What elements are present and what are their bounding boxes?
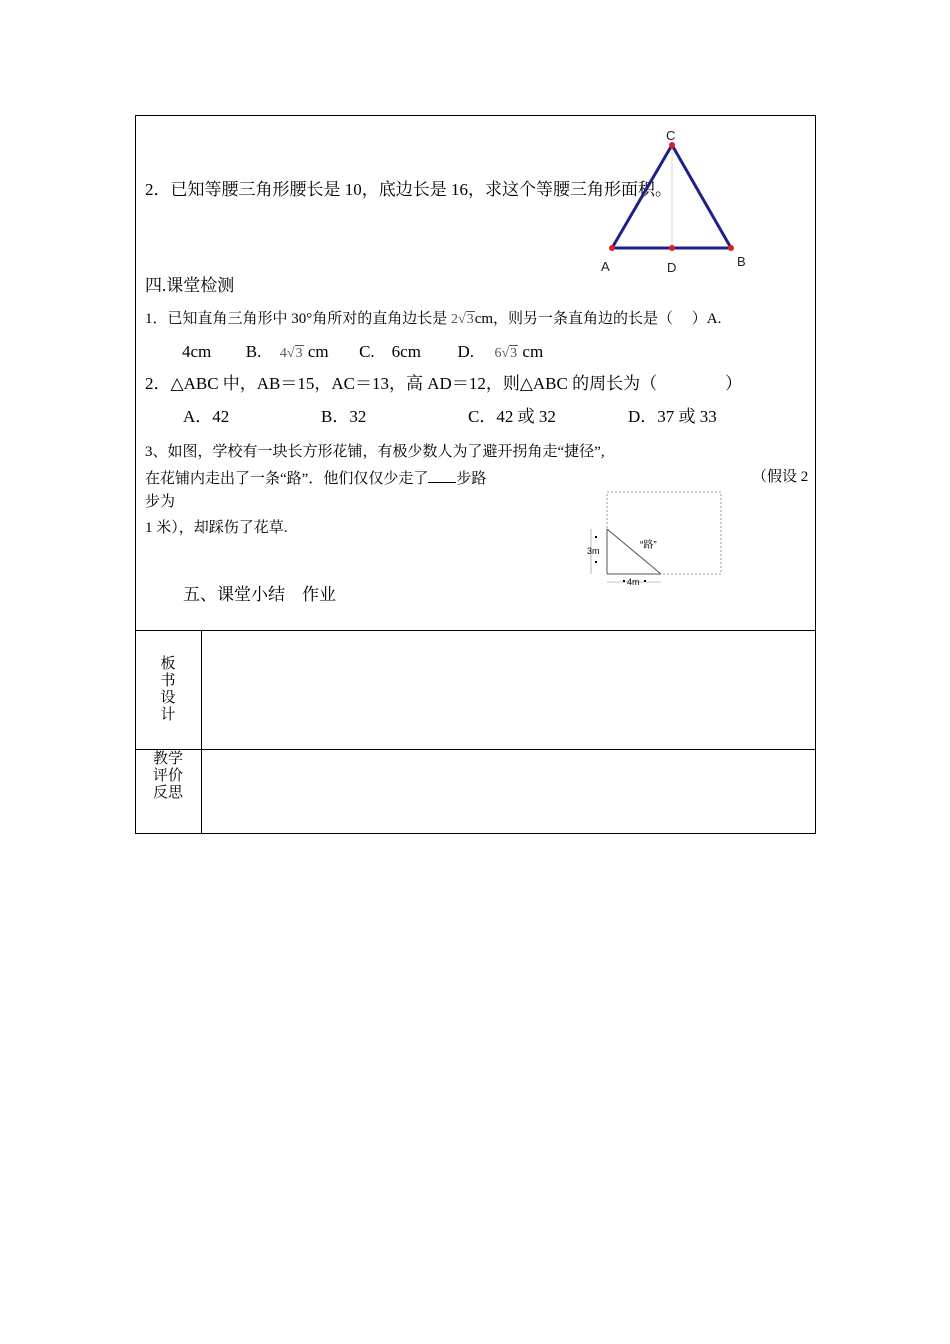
flower-bed-figure — [583, 488, 728, 588]
column-divider — [201, 630, 202, 834]
q1-text-b: cm，则另一条直角边的长是（ ）A. — [474, 311, 722, 327]
q2-option-b: B．32 — [321, 407, 367, 426]
answer-blank[interactable] — [428, 468, 456, 483]
path-diagonal — [607, 529, 661, 574]
q1-option-d-label: D. — [457, 342, 474, 361]
question-text: 已知等腰三角形腰长是 10，底边长是 16，求这个等腰三角形面积。 — [170, 180, 672, 199]
label-d: D — [667, 260, 677, 275]
label-a: A — [601, 259, 610, 274]
row-divider-1 — [135, 630, 816, 631]
q3-line-3: 步为 — [145, 494, 176, 510]
label-b: B — [737, 254, 746, 269]
dim-mark — [595, 536, 597, 538]
table-border-left — [135, 115, 136, 834]
q3-line-2 — [145, 468, 486, 488]
board-design-content[interactable] — [205, 635, 810, 743]
q1-option-a: 4cm — [182, 342, 212, 361]
q3-assumption: （假设 2 — [752, 469, 809, 485]
check-question-1 — [145, 310, 721, 329]
table-border-right — [815, 115, 816, 834]
question-number: 2． — [145, 180, 171, 199]
q3-text-b: 步路 — [456, 471, 487, 487]
q2-option-c: C．42 或 32 — [468, 407, 556, 426]
q2-option-d: D．37 或 33 — [628, 407, 717, 426]
isosceles-triangle-figure — [590, 125, 760, 280]
sqrt-expression-1: 2√3 — [451, 312, 474, 327]
board-design-label: 板 书 设 计 — [160, 656, 176, 723]
q1-text-a: 已知直角三角形中 30°角所对的直角边长是 — [167, 311, 448, 327]
dim-mark — [595, 561, 597, 563]
dim-mark — [644, 580, 646, 582]
flower-bed-rect — [607, 492, 721, 574]
point-b — [728, 245, 734, 251]
table-border-top — [135, 115, 816, 116]
point-d — [669, 245, 675, 251]
q1-options — [182, 342, 543, 364]
road-label: “路” — [640, 540, 657, 551]
q1-option-b-label: B. — [245, 342, 262, 361]
q1-option-d-unit: cm — [522, 342, 544, 361]
q1-number: 1． — [145, 311, 168, 327]
label-c: C — [666, 128, 676, 143]
q1-option-b-unit: cm — [307, 342, 329, 361]
row-divider-2 — [135, 749, 816, 750]
reflection-content[interactable] — [205, 754, 810, 828]
side-label-3m: 3m — [587, 546, 600, 556]
reflection-label: 教学 评价 反思 — [152, 751, 183, 801]
point-a — [609, 245, 615, 251]
q1-option-c: C. 6cm — [359, 342, 421, 361]
sqrt-expression-3: 6√3 — [494, 346, 518, 361]
table-border-bottom — [135, 833, 816, 834]
bottom-label-4m: 4m — [627, 577, 640, 587]
q2-option-a: A．42 — [183, 407, 230, 426]
section-5-title: 五、课堂小结 作业 — [183, 585, 336, 604]
dim-mark — [623, 580, 625, 582]
sqrt-expression-2: 4√3 — [279, 346, 303, 361]
q3-line-4: 1 米），却踩伤了花草. — [145, 520, 288, 536]
q3-line-1: 3、如图，学校有一块长方形花铺，有极少数人为了避开拐角走“捷径”, — [145, 444, 605, 460]
section-4-title: 四.课堂检测 — [145, 276, 235, 295]
check-question-2: 2．△ABC 中，AB＝15，AC＝13，高 AD＝12，则△ABC 的周长为（ ） — [145, 374, 743, 393]
q3-text-a: 在花铺内走出了一条“路”．他们仅仅少走了 — [145, 471, 429, 487]
